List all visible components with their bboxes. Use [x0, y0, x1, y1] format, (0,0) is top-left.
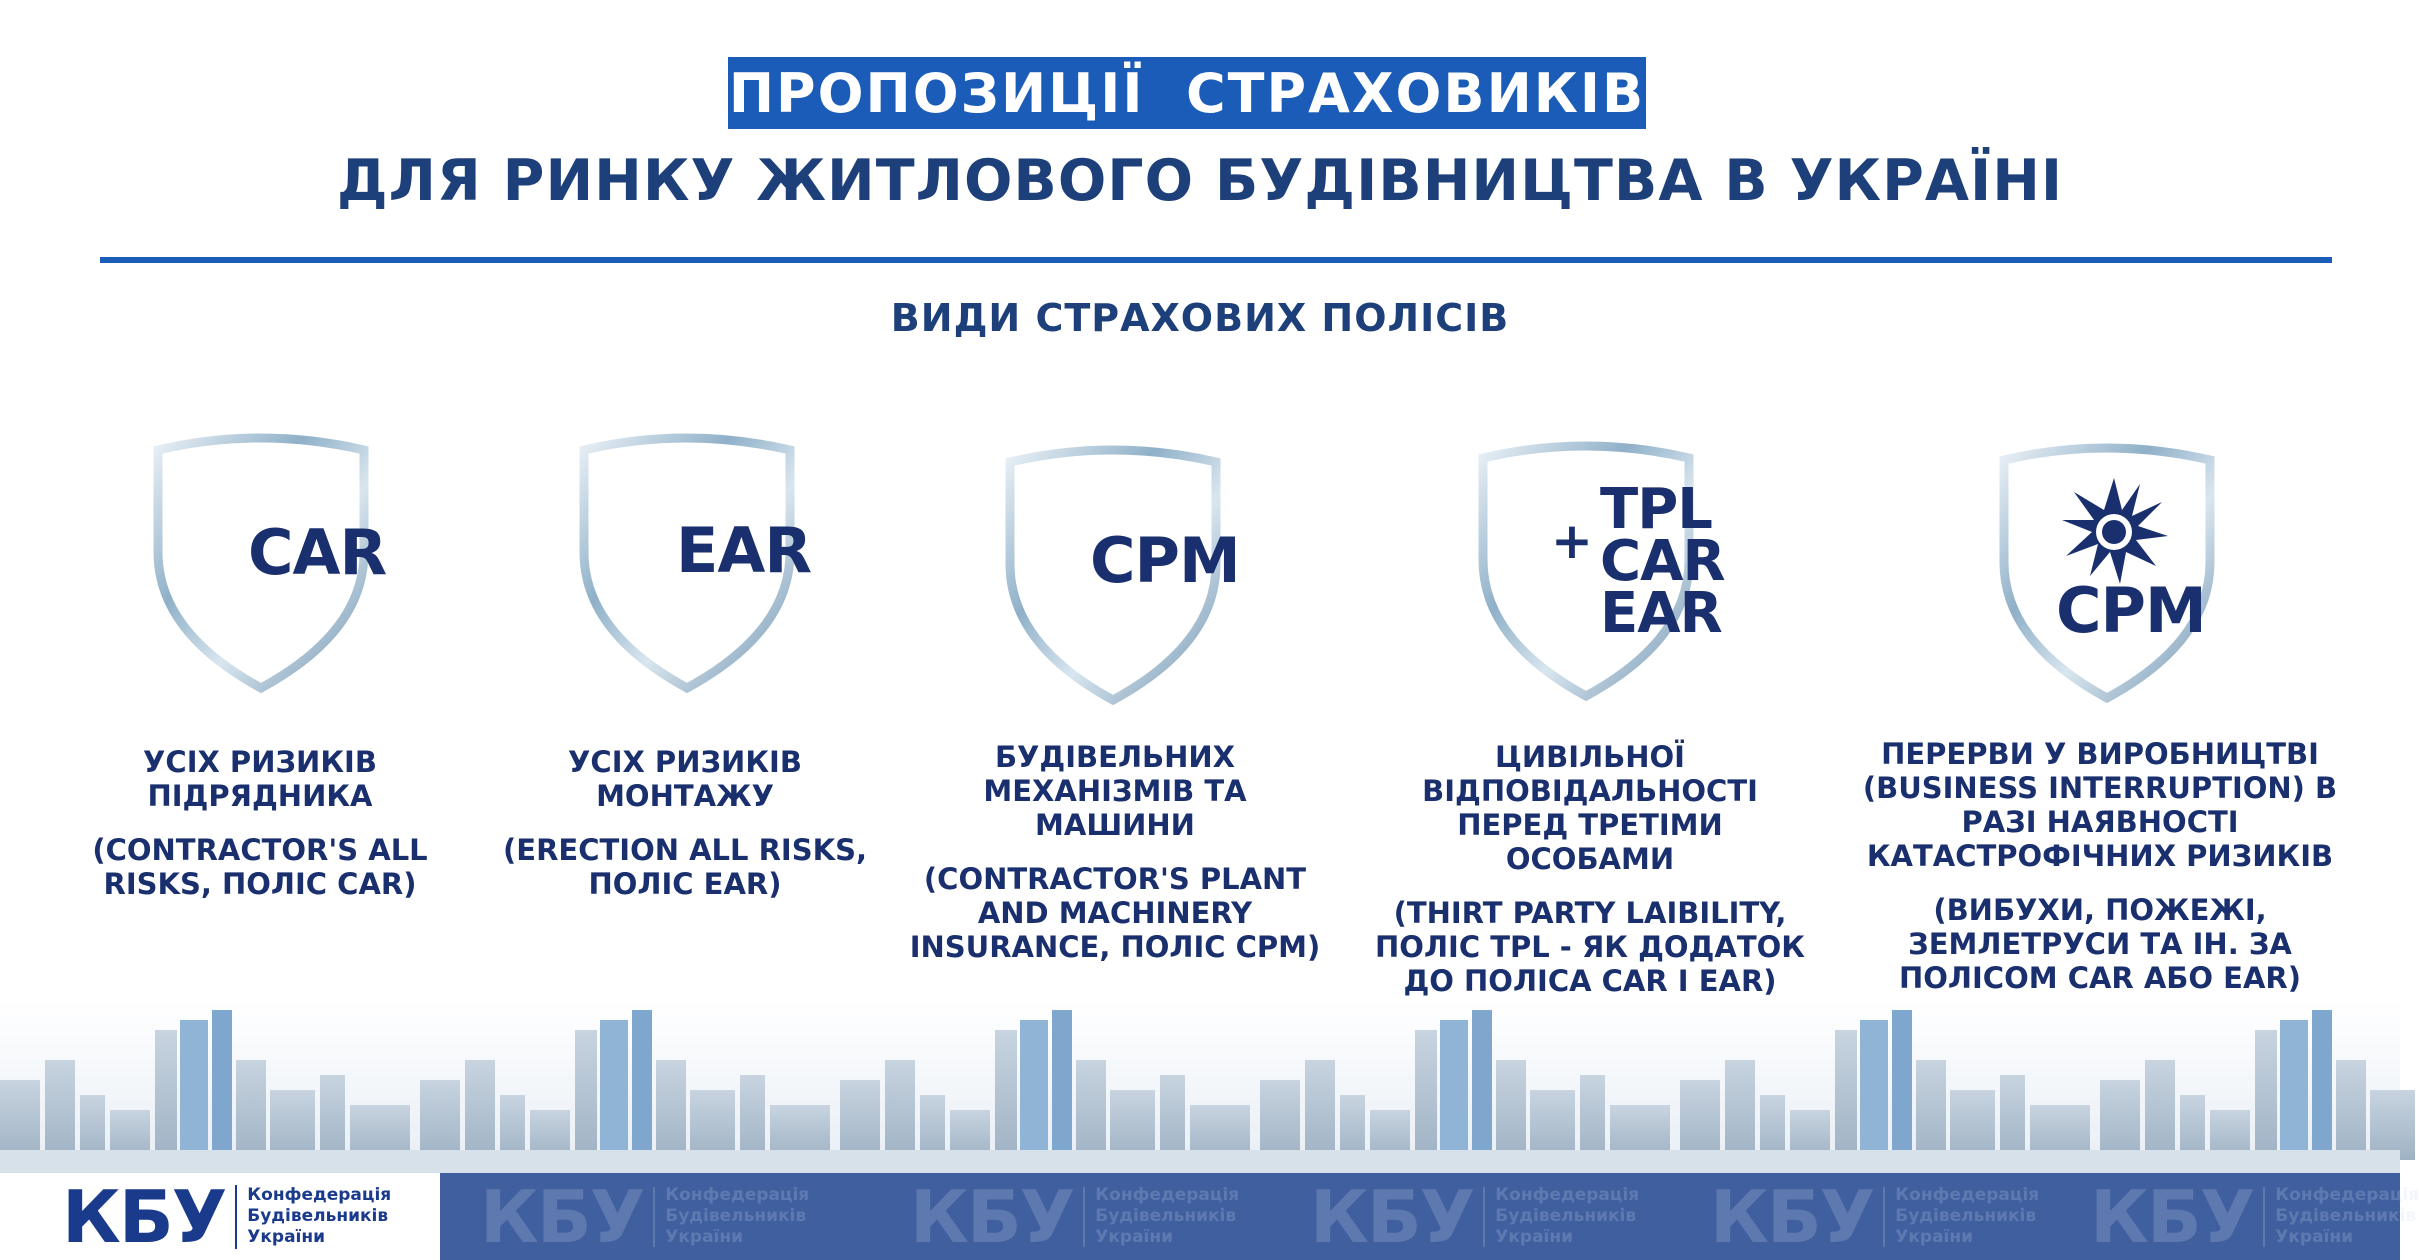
- policy-description-bi: ПЕРЕРВИ У ВИРОБНИЦТВІ (BUSINESS INTERRUPTION) В РАЗІ НАЯВНОСТІ КАТАСТРОФІЧНИХ РИЗИКІВ (ВИБУХИ, ПОЖЕЖІ, ЗЕМЛЕТРУСИ ТА ІН. ЗА ПОЛІСОМ CAR АБО EAR): [1862, 737, 2338, 995]
- shield-label: EAR: [676, 514, 812, 587]
- shield-label: CPM: [2056, 574, 2206, 647]
- watermark-logo: КБУ Конфедерація Будівельників України: [910, 1174, 1240, 1259]
- org-name: Конфедерація Будівельників України: [247, 1185, 392, 1247]
- city-skyline-image: [0, 1000, 2400, 1180]
- explosion-icon: [2062, 478, 2168, 584]
- page-title: ПРОПОЗИЦІЇ СТРАХОВИКІВ: [728, 61, 1646, 125]
- shield-car-icon: [150, 432, 387, 694]
- shield-label-tpl: TPL: [1600, 477, 1712, 542]
- shield-tpl-icon: [1475, 440, 1725, 702]
- shield-label-car: CAR: [1600, 529, 1725, 594]
- shield-bi-icon: [1996, 442, 2218, 704]
- shield-label: CAR: [248, 516, 387, 589]
- shield-ear-icon: [576, 432, 812, 694]
- section-heading: ВИДИ СТРАХОВИХ ПОЛІСІВ: [890, 296, 1510, 340]
- kbu-logo: [0, 1173, 440, 1260]
- page-subtitle: ДЛЯ РИНКУ ЖИТЛОВОГО БУДІВНИЦТВА В УКРАЇНІ: [336, 148, 2064, 214]
- shield-cpm-icon: [1002, 444, 1240, 706]
- policy-description-ear: УСІХ РИЗИКІВ МОНТАЖУ (ERECTION ALL RISKS, ПОЛІС EAR): [503, 745, 867, 901]
- policy-description-cpm: БУДІВЕЛЬНИХ МЕХАНІЗМІВ ТА МАШИНИ (CONTRACTOR'S PLANT AND MACHINERY INSURANCE, ПОЛІС CPM): [909, 740, 1321, 964]
- divider: [100, 257, 2332, 263]
- footer-bar: [0, 1173, 2419, 1260]
- watermark-logo: КБУ Конфедерація Будівельників України: [480, 1174, 810, 1259]
- policy-description-car: УСІХ РИЗИКІВ ПІДРЯДНИКА (CONTRACTOR'S ALL RISKS, ПОЛІС CAR): [92, 745, 428, 901]
- title-banner: [728, 57, 1646, 129]
- policy-description-tpl: ЦИВІЛЬНОЇ ВІДПОВІДАЛЬНОСТІ ПЕРЕД ТРЕТІМИ ОСОБАМИ (THIRT PARTY LAIBILITY, ПОЛІС TPL - ЯК ДОДАТОК ДО ПОЛІСА CAR І EAR): [1375, 740, 1805, 998]
- watermark-logo: КБУ Конфедерація Будівельників України: [2090, 1174, 2419, 1259]
- watermark-logo: КБУ Конфедерація Будівельників України: [1710, 1174, 2040, 1259]
- watermark-logo: КБУ Конфедерація Будівельників України: [1310, 1174, 1640, 1259]
- shield-label: CPM: [1090, 524, 1240, 597]
- logo-text: КБУ: [62, 1174, 226, 1259]
- shield-label-ear: EAR: [1600, 581, 1722, 646]
- plus-icon: +: [1551, 512, 1592, 570]
